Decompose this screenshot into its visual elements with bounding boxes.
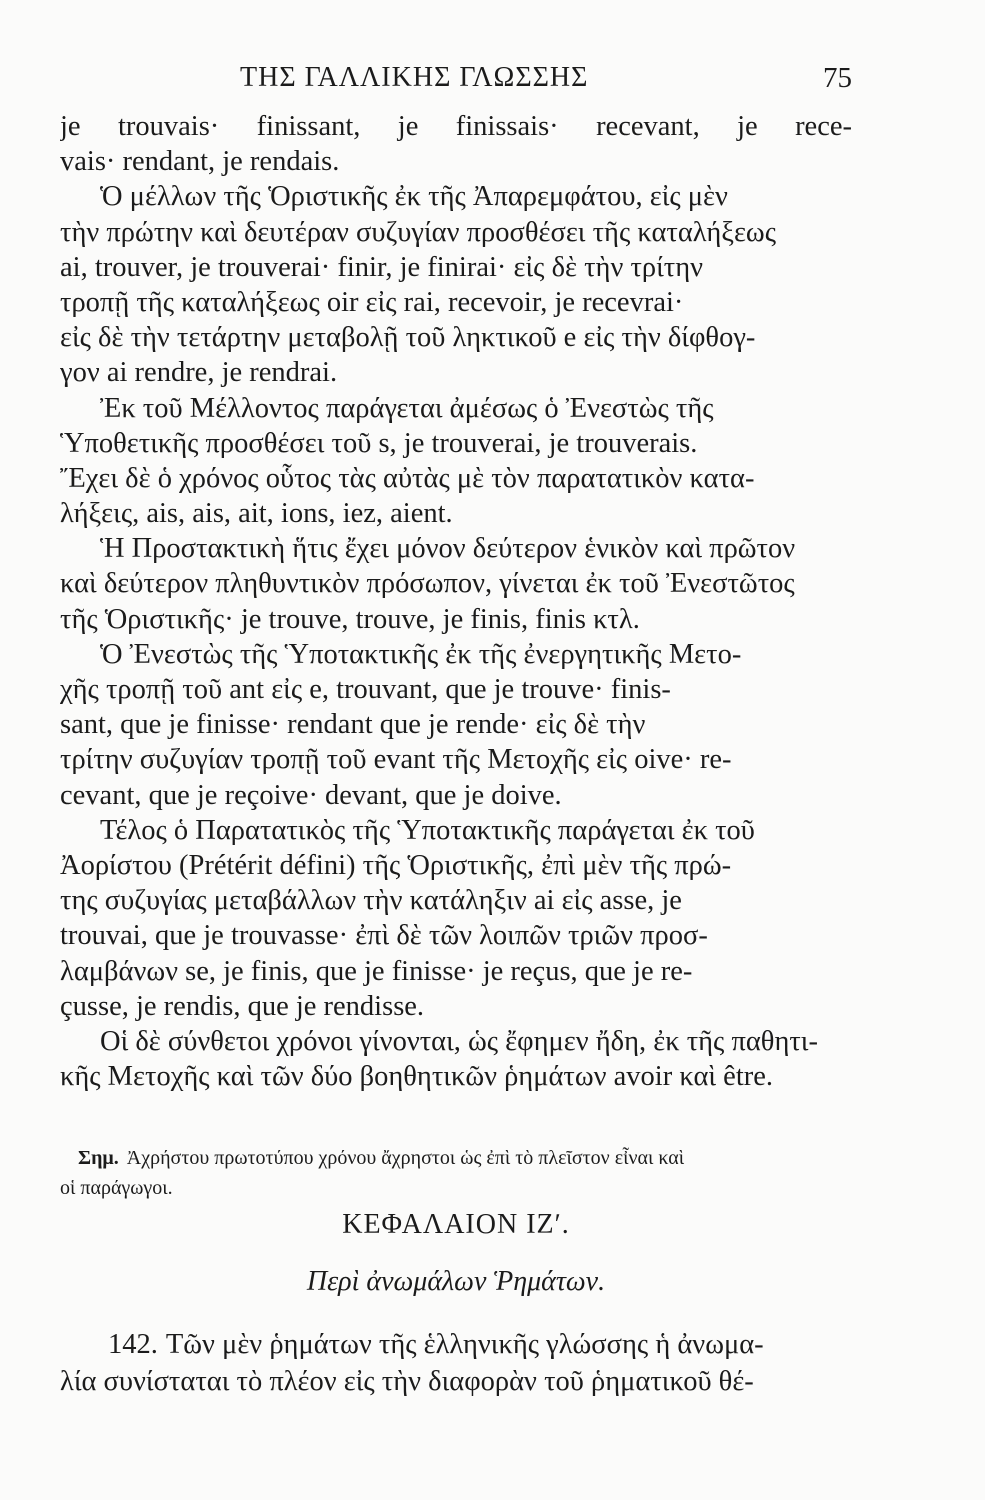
text-line: Ὁ Ἐνεστὼς τῆς Ὑποτακτικῆς ἐκ τῆς ἐνεργητικῆς Μετο- [100, 638, 742, 670]
text-line: γον ai rendre, je rendrai. [60, 357, 338, 389]
text-line: καὶ δεύτερον πληθυντικὸν πρόσωπον, γίνεται ἐκ τοῦ Ἐνεστῶτος [60, 568, 795, 600]
text-line: Ὁ μέλλων τῆς Ὁριστικῆς ἐκ τῆς Ἀπαρεμφάτου, εἰς μὲν [100, 181, 728, 213]
text-line: Ἔχει δὲ ὁ χρόνος οὗτος τὰς αὐτὰς μὲ τὸν παρατατικὸν κατα- [60, 462, 755, 494]
text-line: vais· rendant, je rendais. [60, 146, 340, 178]
text-line: Ἡ Προστακτικὴ ἥτις ἔχει μόνον δεύτερον ἑνικὸν καὶ πρῶτον [100, 533, 796, 565]
text-line: ai, trouver, je trouverai· finir, je finirai· εἰς δὲ τὴν τρίτην [60, 251, 704, 283]
running-title: ΤΗΣ ΓΑΛΛΙΚΗΣ ΓΛΩΣΣΗΣ [240, 62, 589, 93]
text-line: Ἀορίστου (Prétérit défini) τῆς Ὁριστικῆς, ἐπὶ μὲν τῆς πρώ- [60, 849, 732, 881]
text-line: Οἱ δὲ σύνθετοι χρόνοι γίνονται, ὡς ἔφημεν ἤδη, ἐκ τῆς παθητι- [100, 1025, 818, 1057]
section-line [60, 1326, 852, 1363]
chapter-subtitle: Περὶ ἀνωμάλων Ῥημάτων. [306, 1266, 606, 1297]
text-line: τῆς Ὁριστικῆς· je trouve, trouve, je finis, finis κτλ. [60, 603, 640, 635]
text-line: trouvai, que je trouvasse· ἐπὶ δὲ τῶν λοιπῶν τριῶν προσ- [60, 920, 708, 952]
section-142 [60, 1326, 852, 1400]
footnote [60, 1143, 852, 1203]
text-line: εἰς δὲ τὴν τετάρτην μεταβολῇ τοῦ ληκτικοῦ e εἰς τὴν δίφθογ- [60, 322, 756, 354]
section-number: 142. [108, 1329, 158, 1360]
text-line: λαμβάνων se, je finis, que je finisse· je reçus, que je re- [60, 955, 693, 987]
chapter-heading: ΚΕΦΑΛΑΙΟΝ ΙΖʹ. [342, 1209, 570, 1240]
text-line: çusse, je rendis, que je rendisse. [60, 990, 425, 1022]
footnote-line [60, 1143, 852, 1173]
text-line: της συζυγίας μεταβάλλων τὴν κατάληξιν ai εἰς asse, je [60, 885, 682, 917]
text-line: τροπῇ τῆς καταλήξεως oir εἰς rai, recevoir, je recevrai· [60, 286, 684, 318]
section-line: λία συνίσταται τὸ πλέον εἰς τὴν διαφορὰν τοῦ ῥηματικοῦ θέ- [60, 1366, 754, 1397]
text-line: Τέλος ὁ Παρατατικὸς τῆς Ὑποτακτικῆς παράγεται ἐκ τοῦ [100, 814, 755, 846]
text-line: λήξεις, ais, ais, ait, ions, iez, aient. [60, 498, 453, 530]
page-header [60, 62, 852, 102]
text-line: cevant, que je reçoive· devant, que je doive. [60, 779, 562, 811]
section-text: Τῶν μὲν ῥημάτων τῆς ἑλληνικῆς γλώσσης ἡ ἀνωμα- [165, 1329, 764, 1360]
text-line: κῆς Μετοχῆς καὶ τῶν δύο βοηθητικῶν ῥημάτων avoir καὶ être. [60, 1061, 774, 1093]
text-line: sant, que je finisse· rendant que je rende· εἰς δὲ τὴν [60, 709, 646, 741]
footnote-text: Ἀχρήστου πρωτοτύπου χρόνου ἄχρηστοι ὡς ἐπὶ τὸ πλεῖστον εἶναι καὶ [126, 1147, 685, 1169]
page-number: 75 [823, 62, 852, 94]
text-line: τρίτην συζυγίαν τροπῇ τοῦ evant τῆς Μετοχῆς εἰς oive· re- [60, 744, 732, 776]
text-line: je trouvais· finissant, je finissais· recevant, je rece- [60, 111, 852, 142]
text-line: τὴν πρώτην καὶ δευτέραν συζυγίαν προσθέσει τῆς καταλήξεως [60, 216, 776, 248]
text-line: Ἐκ τοῦ Μέλλοντος παράγεται ἀμέσως ὁ Ἐνεστὼς τῆς [100, 392, 714, 424]
footnote-line: οἱ παράγωγοι. [60, 1177, 173, 1199]
text-line: Ὑποθετικῆς προσθέσει τοῦ s, je trouverai, je trouverais. [60, 427, 698, 459]
footnote-label: Σημ. [78, 1147, 119, 1169]
body-text [60, 109, 852, 1094]
text-line: χῆς τροπῇ τοῦ ant εἰς e, trouvant, que je trouve· finis- [60, 674, 671, 705]
